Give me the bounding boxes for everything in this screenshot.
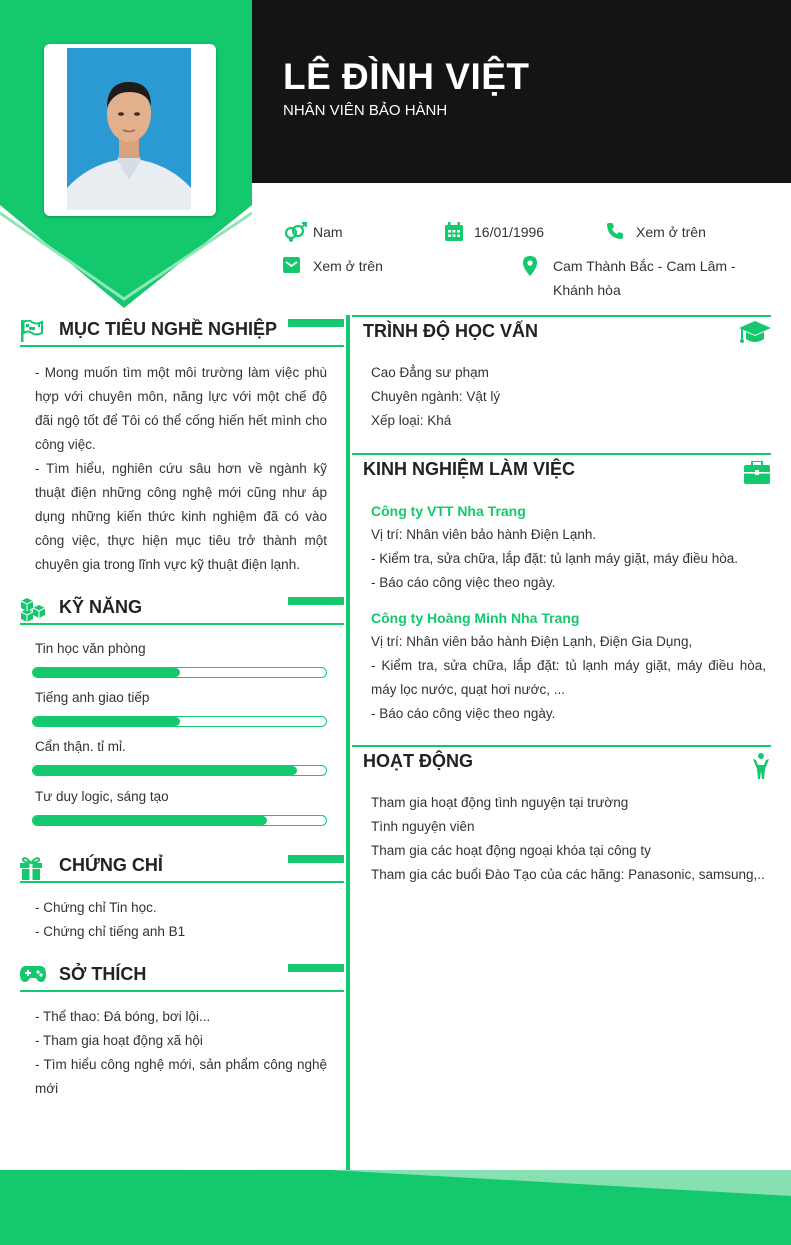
email-value: Xem ở trên: [313, 258, 383, 274]
section-underline: [20, 881, 344, 883]
candidate-job-title: NHÂN VIÊN BẢO HÀNH: [283, 102, 448, 119]
objective-section-header: [20, 317, 344, 347]
experience-line: - Báo cáo công việc theo ngày.: [371, 706, 556, 721]
location-pin-icon: [523, 256, 537, 276]
portrait-illustration: [67, 48, 191, 210]
phone-icon: [606, 222, 624, 240]
person-icon: [753, 753, 769, 779]
candidate-name: LÊ ĐÌNH VIỆT: [283, 56, 530, 97]
gamepad-icon: [20, 965, 46, 983]
skill-bar: [32, 716, 327, 727]
profile-photo-frame: [44, 44, 216, 216]
certificate-item: - Chứng chỉ Tin học.: [35, 900, 157, 915]
contact-address: [523, 254, 753, 304]
flag-icon: [20, 320, 44, 342]
skill-bar-fill: [33, 668, 180, 677]
phone-value: Xem ở trên: [636, 224, 706, 240]
section-topline: [352, 745, 771, 747]
experience-line: - Báo cáo công việc theo ngày.: [371, 575, 556, 590]
footer-band: [0, 1170, 791, 1245]
skill-label: Tư duy logic, sáng tạo: [35, 789, 169, 804]
company-name: Công ty VTT Nha Trang: [371, 503, 526, 519]
skill-bar-fill: [33, 816, 267, 825]
education-line: Xếp loại: Khá: [371, 413, 452, 428]
experience-section-header: [352, 453, 771, 489]
activity-line: Tham gia các hoạt động ngoại khóa tại công ty: [371, 843, 651, 858]
objective-paragraph: - Mong muốn tìm một môi trường làm việc phù hợp với chuyên môn, năng lực với một chế độ đãi ngộ tốt để Tôi có thể cống hiến hết mình cho công việc.: [35, 365, 327, 452]
skills-title: KỸ NĂNG: [59, 597, 143, 617]
objective-paragraph: - Tìm hiểu, nghiên cứu sâu hơn về ngành kỹ thuật điện những công nghệ mới cũng như áp dụng những kiến thức kinh nghiệm đã có vào công việc, thực hiện mục tiêu trở thành một chuyên gia trong lĩnh vực kỹ thuật điện lạnh.: [35, 461, 327, 572]
skill-label: Tiếng anh giao tiếp: [35, 690, 150, 705]
objective-title: MỤC TIÊU NGHỀ NGHIỆP: [59, 319, 278, 339]
education-section-header: [352, 315, 771, 351]
section-accent-bar: [288, 597, 344, 605]
hobbies-title: SỞ THÍCH: [59, 964, 147, 984]
email-icon: [283, 256, 301, 274]
section-accent-bar: [288, 964, 344, 972]
graduation-cap-icon: [739, 321, 771, 347]
experience-line: - Kiểm tra, sửa chữa, lắp đặt: tủ lạnh máy giặt, máy điều hòa.: [371, 551, 739, 566]
section-underline: [20, 345, 344, 347]
skill-label: Tin học văn phòng: [35, 641, 146, 656]
experience-line: - Kiểm tra, sửa chữa, lắp đặt: tủ lạnh máy giặt, máy điều hòa, máy lọc nước, quạt hơi nước, ...: [371, 658, 766, 697]
skill-bar: [32, 667, 327, 678]
briefcase-icon: [744, 461, 770, 485]
address-line-2: Khánh hòa: [553, 282, 621, 298]
experience-title: KINH NGHIỆM LÀM VIỆC: [363, 459, 576, 479]
skill-bar-fill: [33, 717, 180, 726]
gift-icon: [20, 856, 42, 880]
skill-bar: [32, 765, 327, 776]
hobbies-section-header: [20, 962, 344, 992]
calendar-icon: [444, 222, 464, 242]
activity-line: Tham gia hoạt động tình nguyện tại trường: [371, 795, 629, 810]
section-underline: [20, 623, 344, 625]
skill-bar: [32, 815, 327, 826]
column-divider: [346, 315, 350, 1182]
section-accent-bar: [288, 855, 344, 863]
education-line: Chuyên ngành: Vật lý: [371, 389, 501, 404]
section-topline: [352, 453, 771, 455]
company-name: Công ty Hoàng Minh Nha Trang: [371, 610, 580, 626]
experience-line: Vị trí: Nhân viên bảo hành Điện Lạnh, Điện Gia Dụng,: [371, 634, 693, 649]
activities-title: HOẠT ĐỘNG: [363, 751, 473, 771]
birthday-value: 16/01/1996: [474, 224, 545, 240]
hobby-item: - Tham gia hoạt động xã hội: [35, 1033, 203, 1048]
activities-content: [371, 791, 766, 887]
profile-photo: [67, 48, 191, 210]
certificates-list: [35, 896, 327, 944]
activities-section-header: [352, 745, 771, 781]
skill-label: Cẩn thận. tỉ mỉ.: [35, 739, 126, 754]
activity-line: Tham gia các buổi Đào Tạo của các hãng: Panasonic, samsung,..: [371, 867, 765, 882]
section-accent-bar: [288, 319, 344, 327]
objective-text: [35, 361, 327, 577]
address-line-1: Cam Thành Bắc - Cam Lâm -: [553, 258, 736, 274]
section-underline: [20, 990, 344, 992]
hobby-item: - Tìm hiểu công nghệ mới, sản phẩm công nghệ mới: [35, 1057, 327, 1096]
section-topline: [352, 315, 771, 317]
education-line: Cao Đẳng sư phạm: [371, 365, 489, 380]
activity-line: Tình nguyện viên: [371, 819, 475, 834]
cubes-icon: [20, 598, 46, 622]
certificate-item: - Chứng chỉ tiếng anh B1: [35, 924, 186, 939]
education-content: [371, 361, 766, 433]
skills-section-header: [20, 595, 344, 625]
gender-value: Nam: [313, 224, 343, 240]
certificates-title: CHỨNG CHỈ: [59, 855, 163, 875]
hobby-item: - Thể thao: Đá bóng, bơi lội...: [35, 1009, 211, 1024]
skill-bar-fill: [33, 766, 297, 775]
experience-line: Vị trí: Nhân viên bảo hành Điện Lạnh.: [371, 527, 597, 542]
hobbies-list: [35, 1005, 327, 1101]
certificates-section-header: [20, 853, 344, 883]
education-title: TRÌNH ĐỘ HỌC VẤN: [363, 321, 538, 341]
experience-content: [371, 499, 766, 726]
gender-icon: [283, 222, 307, 242]
